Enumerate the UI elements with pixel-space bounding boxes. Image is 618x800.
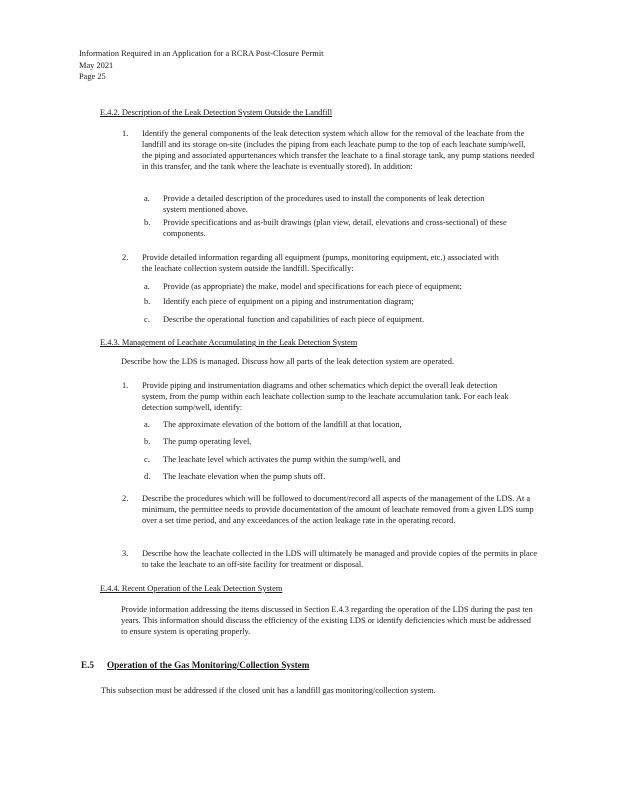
e43-item-3-number: 3.	[122, 549, 129, 558]
e42-item-2b-letter: b.	[144, 297, 151, 306]
header-date: May 2021	[79, 60, 114, 70]
e42-item-2a-text: Provide (as appropriate) the make, model and specifications for each piece of equipment;	[163, 282, 462, 291]
e42-item-2-text: Provide detailed information regarding all equipment (pumps, monitoring equipment, etc.) associated with the leachate collection system outside the landfill. Specifically:	[142, 253, 499, 273]
e42-item-2b-text: Identify each piece of equipment on a piping and instrumentation diagram;	[163, 297, 414, 306]
e5-text: This subsection must be addressed if the closed unit has a landfill gas monitoring/collection system.	[101, 686, 436, 695]
e42-item-1a-text: Provide a detailed description of the procedures used to install the components of leak detection system mentioned above.	[163, 194, 485, 214]
e42-item-1-text: Identify the general components of the leak detection system which allow for the removal of the leachate from the landfill and its storage on-site (includes the piping from each leachate pump to the top of each leachate sump/well, the piping and associated appurtenances which transfer the leachate to a final storage tank, any pump stations needed in this transfer, and the tank where the leachate is eventually stored). In addition:	[142, 129, 535, 171]
e43-item-1c-letter: c.	[144, 455, 150, 464]
e42-item-1b-text: Provide specifications and as-built drawings (plan view, detail, elevations and cross-sectional) of these components.	[163, 218, 507, 238]
e42-item-2c-text: Describe the operational function and capabilities of each piece of equipment.	[163, 315, 425, 324]
section-e5-label: E.5	[81, 660, 95, 670]
e43-item-3-text: Describe how the leachate collected in the LDS will ultimately be managed and provide copies of the permits in place to take the leachate to an off-site facility for treatment or disposal.	[142, 549, 538, 569]
e43-item-1b-letter: b.	[144, 437, 151, 446]
header-title: Information Required in an Application for a RCRA Post-Closure Permit	[79, 49, 324, 58]
e43-item-1d-letter: d.	[144, 472, 151, 481]
e43-item-2-text: Describe the procedures which will be followed to document/record all aspects of the management of the LDS. At a minimum, the permittee needs to provide documentation of the amount of leachate removed from a given LDS sump over a set time period, and any exceedances of the action leakage rate in the operating record.	[142, 494, 534, 525]
page-header	[79, 48, 323, 83]
section-e5-heading	[81, 660, 309, 671]
e43-item-1d-text: The leachate elevation when the pump shuts off.	[163, 472, 326, 481]
e42-item-1a-letter: a.	[144, 194, 150, 203]
e42-item-1-number: 1.	[122, 129, 129, 138]
section-e42-heading: E.4.2. Description of the Leak Detection System Outside the Landfill	[100, 108, 333, 117]
e43-item-1c-text: The leachate level which activates the pump within the sump/well, and	[163, 455, 401, 464]
e43-item-1-text: Provide piping and instrumentation diagrams and other schematics which depict the overall leak detection system, from the pump within each leachate collection sump to the leachate accumulation tank. For each leak detection sump/well, identify:	[142, 381, 509, 412]
section-e44-heading: E.4.4. Recent Operation of the Leak Detection System	[100, 584, 283, 593]
e43-intro: Describe how the LDS is managed. Discuss how all parts of the leak detection system are operated.	[121, 357, 455, 366]
e43-item-1a-text: The approximate elevation of the bottom of the landfill at that location,	[163, 420, 402, 429]
e42-item-1b-letter: b.	[144, 218, 151, 227]
section-e43-heading: E.4.3. Management of Leachate Accumulating in the Leak Detection System	[100, 338, 358, 347]
e44-text: Provide information addressing the items discussed in Section E.4.3 regarding the operation of the LDS during the past ten years. This information should discuss the efficiency of the existing LDS or identify deficiencies which must be addressed to ensure system is operating properly.	[121, 605, 533, 636]
e43-item-2-number: 2.	[122, 494, 129, 503]
section-e5-title: Operation of the Gas Monitoring/Collection System	[107, 660, 310, 670]
e42-item-2c-letter: c.	[144, 315, 150, 324]
e43-item-1-number: 1.	[122, 381, 129, 390]
e43-item-1b-text: The pump operating level,	[163, 437, 252, 446]
e42-item-2a-letter: a.	[144, 282, 150, 291]
e42-item-2-number: 2.	[122, 253, 129, 262]
e43-item-1a-letter: a.	[144, 420, 150, 429]
header-page-number: Page 25	[79, 72, 106, 81]
